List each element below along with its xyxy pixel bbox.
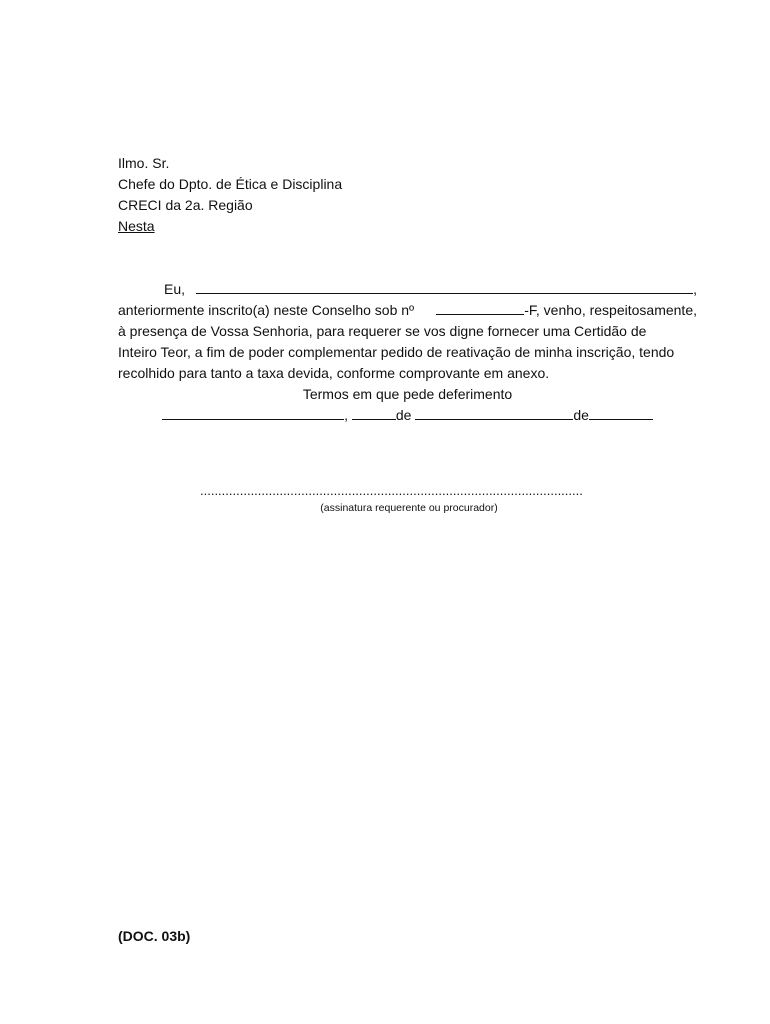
closing-line: Termos em que pede deferimento — [302, 386, 513, 402]
body-line-4-text: Inteiro Teor, a fim de poder complementar pedido de reativação de minha inscrição, tendo — [118, 344, 675, 360]
month-blank-field[interactable] — [415, 405, 573, 420]
signature-caption: (assinatura requerente ou procurador) — [320, 502, 498, 514]
addressee-location: Nesta — [118, 218, 155, 234]
addressee-organization: CRECI da 2a. Região — [118, 197, 253, 213]
date-comma: , — [344, 407, 348, 423]
addressee-salutation: Ilmo. Sr. — [118, 155, 170, 171]
year-blank-field[interactable] — [589, 405, 653, 420]
city-blank-field[interactable] — [162, 405, 344, 420]
body-line-2 — [118, 300, 697, 321]
registration-suffix: -F, venho, respeitosamente, — [524, 302, 697, 318]
document-reference: (DOC. 03b) — [118, 928, 191, 944]
body-line-1 — [118, 279, 697, 300]
body-line-4 — [118, 342, 697, 363]
date-de-2: de — [573, 407, 589, 423]
signature-line[interactable]: .......................................................................................................... — [200, 483, 583, 498]
addressee-title: Chefe do Dpto. de Ética e Disciplina — [118, 176, 343, 192]
addressee-block — [118, 153, 342, 237]
registration-number-blank-field[interactable] — [436, 300, 524, 315]
eu-label: Eu, — [164, 281, 186, 297]
name-blank-field[interactable] — [196, 279, 693, 294]
request-body — [118, 279, 697, 426]
name-comma: , — [693, 281, 697, 297]
date-line — [118, 405, 697, 426]
date-de-1: de — [395, 407, 412, 423]
day-blank-field[interactable] — [352, 405, 396, 420]
body-line-5: recolhido para tanto a taxa devida, conforme comprovante em anexo. — [118, 365, 550, 381]
registration-text: anteriormente inscrito(a) neste Conselho sob nº — [118, 302, 415, 318]
body-line-3-text: à presença de Vossa Senhoria, para requerer se vos digne fornecer uma Certidão de — [118, 323, 647, 339]
body-line-3 — [118, 321, 697, 342]
